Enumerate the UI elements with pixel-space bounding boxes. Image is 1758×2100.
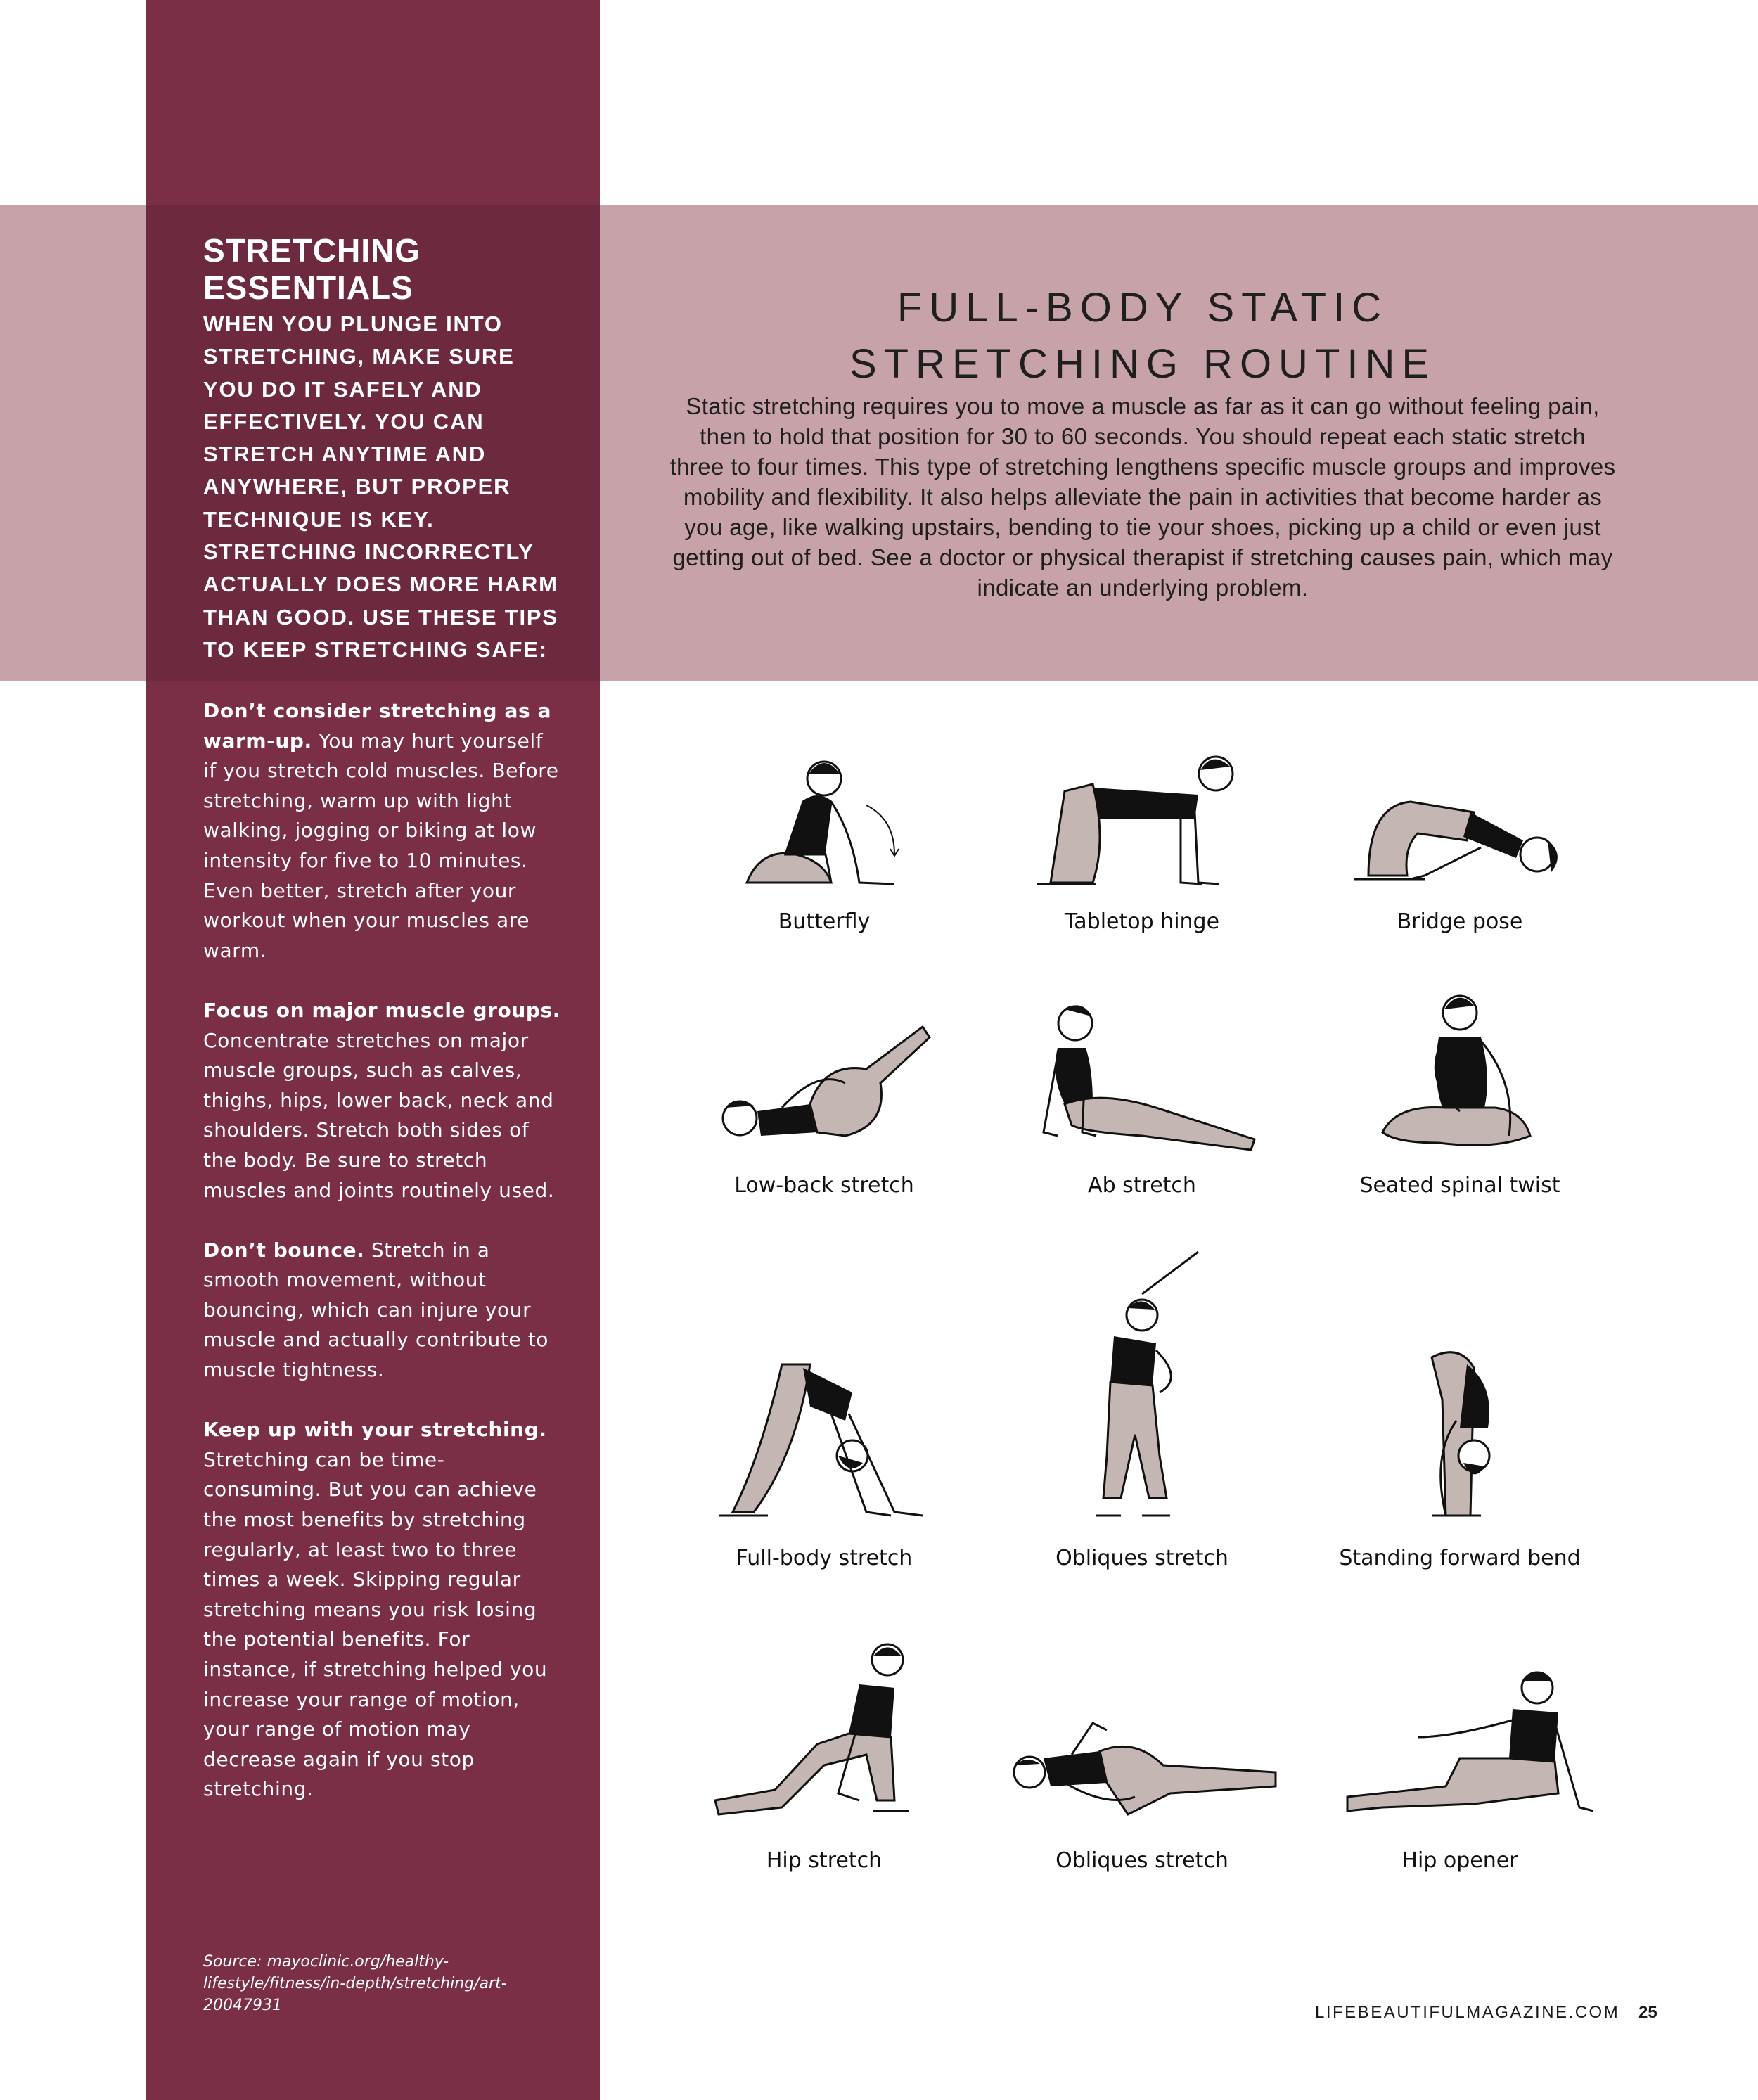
pose-full-body-stretch xyxy=(676,1245,972,1570)
pose-label: Low-back stretch xyxy=(734,1173,914,1198)
pose-hip-stretch xyxy=(676,1632,972,1873)
sidebar-intro: WHEN YOU PLUNGE INTO STRETCHING, MAKE SURE YOU DO IT SAFELY AND EFFECTIVELY. YOU CAN STRETCH ANYTIME AND ANYWHERE, BUT PROPER TECHNIQUE IS KEY. STRETCHING INCORRECTLY ACTUALLY DOES MORE HARM THAN GOOD. USE THESE TIPS TO KEEP STRETCHING SAFE: xyxy=(203,312,558,662)
obliques-stretch-standing-illustration xyxy=(1037,1245,1247,1540)
sidebar-tips xyxy=(203,696,562,1835)
pose-butterfly xyxy=(676,735,972,934)
pose-label: Seated spinal twist xyxy=(1359,1173,1560,1198)
pose-label: Tabletop hinge xyxy=(1064,909,1220,934)
pose-label: Obliques stretch xyxy=(1056,1848,1228,1873)
pose-label: Ab stretch xyxy=(1088,1173,1196,1198)
obliques-stretch-lying-illustration xyxy=(1001,1632,1283,1843)
title-line-2: STRETCHING ROUTINE xyxy=(849,341,1437,387)
tip-keep-up xyxy=(203,1415,562,1805)
low-back-stretch-illustration xyxy=(705,985,944,1167)
routine-intro: Static stretching requires you to move a muscle as far as it can go without feeling pain, then to hold that position for 30 to 60 seconds. You should repeat each static stretch three to four times. This type of stretching lengthens specific muscle groups and improves mobility and flexibility. It also helps alleviate the pain in activities that become harder as you age, like walking upstairs, bending to tie your shoes, picking up a child or even just getting out of bed. See a doctor or physical therapist if stretching causes pain, which may indicate an underlying problem. xyxy=(669,393,1616,601)
ab-stretch-illustration xyxy=(1015,985,1269,1167)
tip-title: Focus on major muscle groups. xyxy=(203,998,561,1022)
pose-low-back-stretch xyxy=(676,985,972,1198)
pose-label: Full-body stretch xyxy=(736,1546,913,1570)
pose-label: Butterfly xyxy=(778,909,871,934)
pose-label: Hip opener xyxy=(1401,1848,1518,1873)
pose-obliques-stretch-standing xyxy=(994,1245,1290,1570)
seated-spinal-twist-illustration xyxy=(1354,985,1565,1167)
pose-bridge xyxy=(1312,735,1608,934)
pose-standing-forward-bend xyxy=(1312,1245,1608,1570)
hip-opener-illustration xyxy=(1319,1632,1600,1843)
bridge-pose-illustration xyxy=(1340,735,1579,904)
pose-label: Obliques stretch xyxy=(1056,1546,1228,1570)
tip-body: Concentrate stretches on major muscle groups, such as calves, thighs, hips, lower back, neck and shoulders. Stretch both sides of the body. Be sure to stretch muscles and joints routinely used. xyxy=(203,1028,555,1202)
title-line-1: FULL-BODY STATIC xyxy=(897,285,1389,331)
pose-label: Hip stretch xyxy=(766,1848,883,1873)
tip-body: Stretching can be time-consuming. But you can achieve the most benefits by stretching regularly, at least two to three times a week. Skipping regular stretching means you risk losing the potential benefits. For instance, if stretching helped you increase your range of motion, your range of motion may decrease again if you stop stretching. xyxy=(203,1447,548,1801)
tip-muscle-groups xyxy=(203,996,562,1205)
tip-body: Stretch in a smooth movement, without bouncing, which can injure your muscle and actually contribute to muscle tightness. xyxy=(203,1238,549,1382)
source-citation: Source: mayoclinic.org/healthy-lifestyle/fitness/in-depth/stretching/art-20047931 xyxy=(203,1953,507,2014)
pose-obliques-stretch-lying xyxy=(994,1632,1290,1873)
pose-label: Standing forward bend xyxy=(1339,1546,1581,1570)
tabletop-hinge-illustration xyxy=(1022,735,1262,904)
tip-title: Don’t bounce. xyxy=(203,1238,365,1262)
tip-title: Keep up with your stretching. xyxy=(203,1418,547,1442)
tip-dont-bounce xyxy=(203,1236,562,1385)
tip-warm-up xyxy=(203,696,562,966)
full-body-stretch-illustration xyxy=(705,1245,944,1540)
hip-stretch-illustration xyxy=(698,1632,951,1843)
pose-label: Bridge pose xyxy=(1397,909,1523,934)
pose-tabletop-hinge xyxy=(994,735,1290,934)
pose-hip-opener xyxy=(1312,1632,1608,1873)
page-title xyxy=(633,280,1653,392)
tip-title: Don’t consider stretching as a warm-up. xyxy=(203,699,552,753)
tip-body: You may hurt yourself if you stretch cold muscles. Before stretching, warm up with light walking, jogging or biking at low intensity for five to 10 minutes. Even better, stretch after your workout when your muscles are warm. xyxy=(203,729,559,962)
standing-forward-bend-illustration xyxy=(1354,1245,1565,1540)
butterfly-illustration xyxy=(719,735,930,904)
footer-site: LIFEBEAUTIFULMAGAZINE.COM xyxy=(1315,2003,1620,2022)
pose-ab-stretch xyxy=(994,985,1290,1198)
sidebar-heading: STRETCHING ESSENTIALS xyxy=(203,232,421,306)
pose-seated-spinal-twist xyxy=(1312,985,1608,1198)
page-number: 25 xyxy=(1638,2003,1657,2022)
